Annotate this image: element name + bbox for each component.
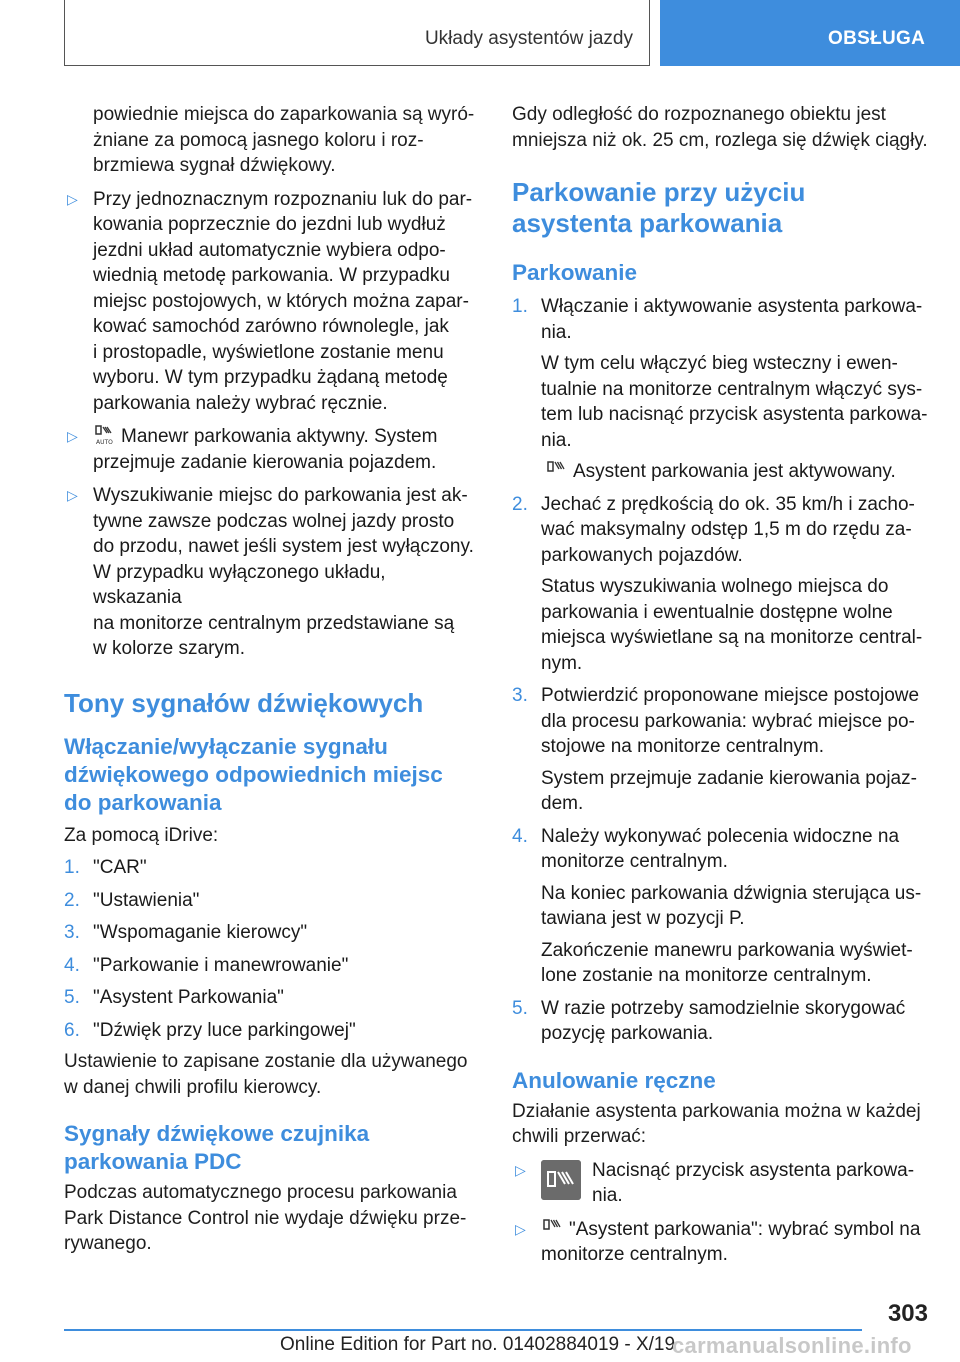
- list-item: [512, 294, 932, 485]
- list-item: [512, 1217, 932, 1268]
- list-item: [64, 855, 478, 881]
- bullet-triangle-icon: ▷: [515, 1220, 526, 1237]
- bullet-text: Manewr parkowania aktywny. System przejmuje zadanie kierowania pojazdem.: [93, 426, 438, 473]
- edition-note: Online Edition for Part no. 01402884019 - X/19: [280, 1334, 676, 1355]
- list-item: [512, 996, 932, 1047]
- bullet-triangle-icon: ▷: [67, 428, 78, 444]
- step-number: 5.: [64, 987, 80, 1008]
- list-item: [64, 424, 478, 475]
- list-item: [64, 1018, 478, 1044]
- list-item: [64, 187, 478, 417]
- step-detail-text: Asystent parkowania jest aktywowany.: [573, 461, 896, 482]
- step-detail: System przejmuje zadanie kierowania pojaz- dem.: [541, 767, 917, 814]
- bullet-text: Nacisnąć przycisk asystenta parkowa- nia.: [592, 1159, 915, 1206]
- parking-assistant-button-icon: [541, 1160, 581, 1200]
- page-number: 303: [887, 1300, 928, 1327]
- list-item: [512, 824, 932, 989]
- step-text: "CAR": [93, 857, 147, 878]
- step-text: "Wspomaganie kierowcy": [93, 922, 308, 943]
- step-number: 2.: [512, 493, 528, 515]
- section-title: Układy asystentów jazdy: [424, 28, 633, 49]
- svg-text:AUTO: AUTO: [96, 439, 113, 446]
- step-text: W razie potrzeby samodzielnie skorygować pozycję parkowania.: [541, 997, 906, 1044]
- step-number: 4.: [64, 954, 80, 976]
- step-number: 3.: [512, 685, 528, 706]
- heading-switch-sound: Włączanie/wyłączanie sygnału dźwiękowego odpowiednich miejsc do parkowania: [64, 733, 443, 815]
- step-detail: Zakończenie manewru parkowania wyświet- lone zostanie na monitorze centralnym.: [541, 939, 913, 986]
- chapter-tab-label: OBSŁUGA: [828, 28, 926, 49]
- cancel-paragraph: Działanie asystenta parkowania można w każdej chwili przerwać:: [512, 1100, 921, 1147]
- step-text: Potwierdzić proponowane miejsce postojowe dla procesu parkowania: wybrać miejsce po- stojowe na monitorze centralnym.: [541, 685, 920, 757]
- step-detail: Status wyszukiwania wolnego miejsca do parkowania i ewentualnie dostępne wolne miejsca wyświetlane są na monitorze central- nym.: [541, 576, 923, 674]
- bullet-text: Wyszukiwanie miejsc do parkowania jest ak- tywne zawsze podczas wolnej jazdy prosto do przodu, nawet jeśli system jest wyłączony. W przypadku wyłączonego układu, wskazania na monitorze centralnym przedstawiane są w kolorze szarym.: [93, 485, 474, 659]
- parking-assistant-auto-icon: [93, 424, 115, 446]
- step-text: "Parkowanie i manewrowanie": [93, 954, 349, 976]
- right-column: [512, 102, 932, 1268]
- step-text: Należy wykonywać polecenia widoczne na monitorze centralnym.: [541, 825, 900, 872]
- step-number: 1.: [64, 857, 80, 878]
- list-item: [64, 920, 478, 946]
- heading-tones: Tony sygnałów dźwiękowych: [64, 687, 424, 718]
- heading-cancel: Anulowanie ręczne: [512, 1067, 716, 1093]
- list-item: [64, 888, 478, 914]
- intro-paragraph: powiednie miejsca do zaparkowania są wyró- żniane za pomocą jasnego koloru i roz- brzmiewa sygnał dźwiękowy.: [93, 104, 475, 176]
- step-text: "Ustawienia": [93, 889, 200, 911]
- pdc-paragraph: Podczas automatycznego procesu parkowania Park Distance Control nie wydaje dźwięku prze- rywanego.: [64, 1182, 467, 1254]
- idrive-intro: Za pomocą iDrive:: [64, 824, 219, 846]
- bullet-text: "Asystent parkowania": wybrać symbol na monitorze centralnym.: [541, 1218, 921, 1265]
- list-item: [64, 953, 478, 979]
- bullet-triangle-icon: ▷: [515, 1161, 526, 1178]
- idrive-steps-list: [64, 855, 478, 1043]
- list-item: [512, 1158, 932, 1209]
- list-item: [512, 492, 932, 677]
- step-number: 2.: [64, 889, 80, 911]
- step-number: 6.: [64, 1019, 80, 1041]
- step-text: Jechać z prędkością do ok. 35 km/h i zacho- wać maksymalny odstęp 1,5 m do rzędu za- parkowanych pojazdów.: [541, 493, 915, 566]
- bullet-text: Przy jednoznacznym rozpoznaniu luk do par- kowania poprzecznie do jezdni lub wydłuż jezdni układ automatycznie wybiera odpo- wiednią metodę parkowania. W przypadku miejsc postojowych, w których można zapar- kować samochód zarówno równolegle, jak i prostopadle, wyświetlone zostanie menu wyboru. W tym przypadku żądaną metodę parkowania należy wybrać ręcznie.: [93, 188, 473, 414]
- step-text: Włączanie i aktywowanie asystenta parkowa- nia.: [541, 296, 923, 343]
- left-column: [64, 102, 478, 1257]
- step-text: "Dźwięk przy luce parkingowej": [93, 1019, 356, 1041]
- saved-note: Ustawienie to zapisane zostanie dla używanego w danej chwili profilu kierowcy.: [64, 1051, 468, 1098]
- distance-paragraph: Gdy odległość do rozpoznanego obiektu jest mniejsza niż ok. 25 cm, rozlega się dźwięk ciągły.: [512, 104, 928, 151]
- watermark: carmanualsonline.info: [672, 1333, 912, 1358]
- list-item: [64, 483, 478, 662]
- step-detail: [541, 459, 932, 485]
- step-number: 5.: [512, 997, 528, 1019]
- section-header-box: [64, 0, 650, 66]
- chapter-tab: [660, 0, 960, 66]
- heading-parking: Parkowanie: [512, 260, 638, 285]
- heading-pdc: Sygnały dźwiękowe czujnika parkowania PDC: [64, 1121, 370, 1174]
- step-detail: W tym celu włączyć bieg wsteczny i ewen- tualnie na monitorze centralnym włączyć sys- tem lub nacisnąć przycisk asystenta parkowa- nia.: [541, 353, 928, 451]
- list-item: [512, 683, 932, 817]
- footer-divider: [64, 1329, 862, 1331]
- bullet-triangle-icon: ▷: [67, 487, 78, 503]
- list-item: [64, 985, 478, 1011]
- step-detail: Na koniec parkowania dźwignia sterująca us- tawiana jest w pozycji P.: [541, 882, 922, 929]
- parking-assistant-icon: [545, 459, 567, 481]
- step-text: "Asystent Parkowania": [93, 987, 284, 1008]
- step-number: 3.: [64, 922, 80, 943]
- step-number: 1.: [512, 296, 528, 317]
- page-header: [0, 0, 960, 66]
- parking-steps-list: [512, 294, 932, 1047]
- heading-parking-assistant: Parkowanie przy użyciu asystenta parkowania: [512, 177, 806, 238]
- step-number: 4.: [512, 825, 528, 847]
- bullet-triangle-icon: ▷: [67, 190, 78, 207]
- parking-assistant-icon: [541, 1217, 563, 1239]
